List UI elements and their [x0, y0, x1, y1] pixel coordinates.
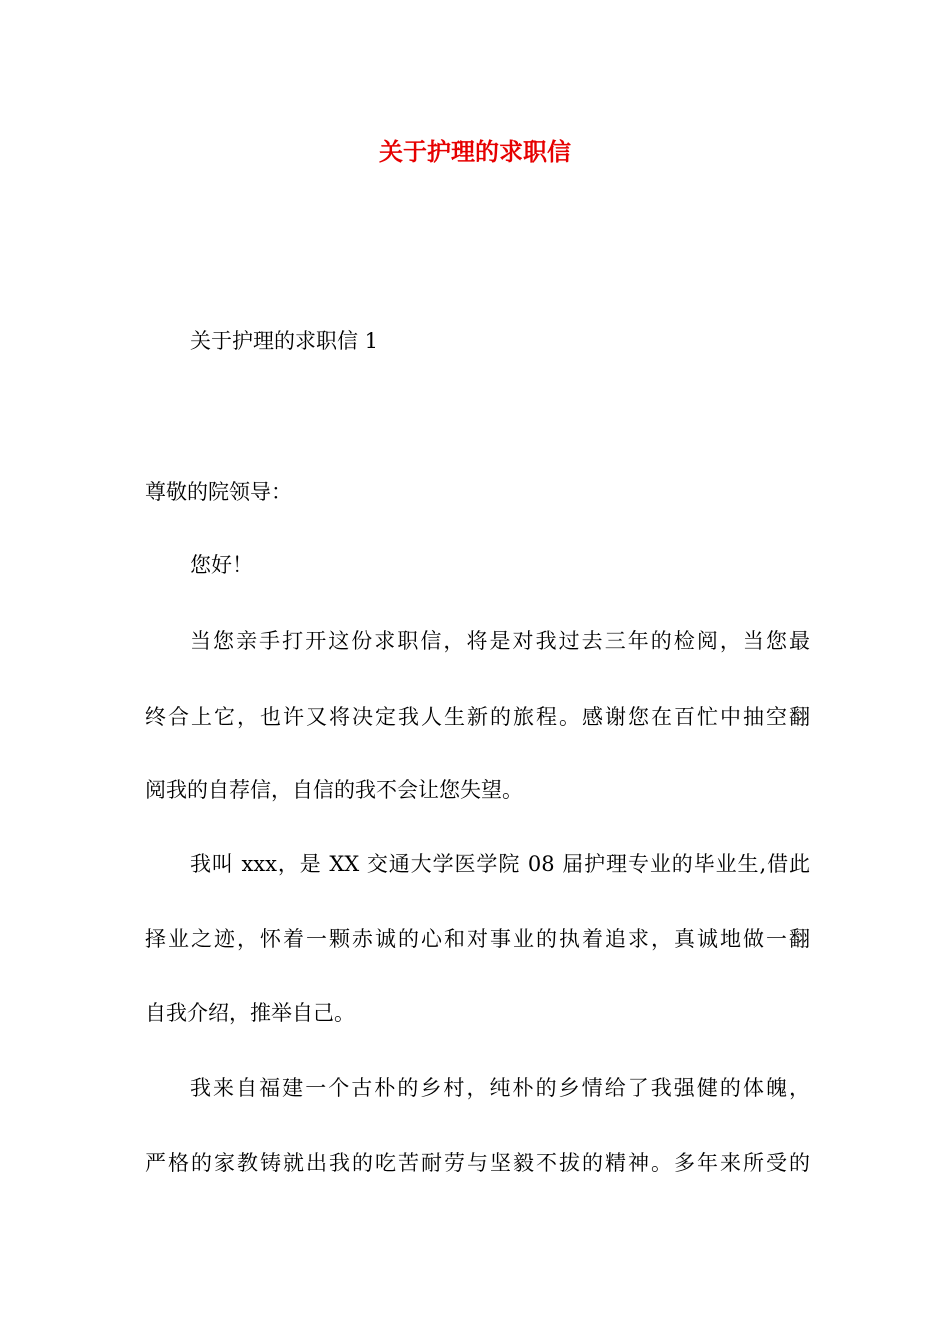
salutation: 尊敬的院领导：	[145, 480, 292, 504]
document-title: 关于护理的求职信	[379, 137, 571, 166]
paragraph-2-line-3: 自我介绍，推举自己。	[145, 1001, 355, 1025]
paragraph-3-line-1: 我来自福建一个古朴的乡村，纯朴的乡情给了我强健的体魄，	[190, 1076, 810, 1100]
paragraph-3-line-2: 严格的家教铸就出我的吃苦耐劳与坚毅不拔的精神。多年来所受的	[145, 1151, 810, 1175]
section-heading: 关于护理的求职信 1	[190, 329, 379, 353]
paragraph-1-line-1: 当您亲手打开这份求职信，将是对我过去三年的检阅，当您最	[190, 629, 810, 653]
paragraph-2-line-2: 择业之迹，怀着一颗赤诚的心和对事业的执着追求，真诚地做一翻	[145, 927, 810, 951]
paragraph-2-line-1: 我叫 xxx，是 XX 交通大学医学院 08 届护理专业的毕业生,借此	[190, 852, 810, 876]
paragraph-1-line-2: 终合上它，也许又将决定我人生新的旅程。感谢您在百忙中抽空翻	[145, 705, 810, 729]
paragraph-1-line-3: 阅我的自荐信，自信的我不会让您失望。	[145, 778, 523, 802]
greeting: 您好！	[190, 553, 253, 577]
